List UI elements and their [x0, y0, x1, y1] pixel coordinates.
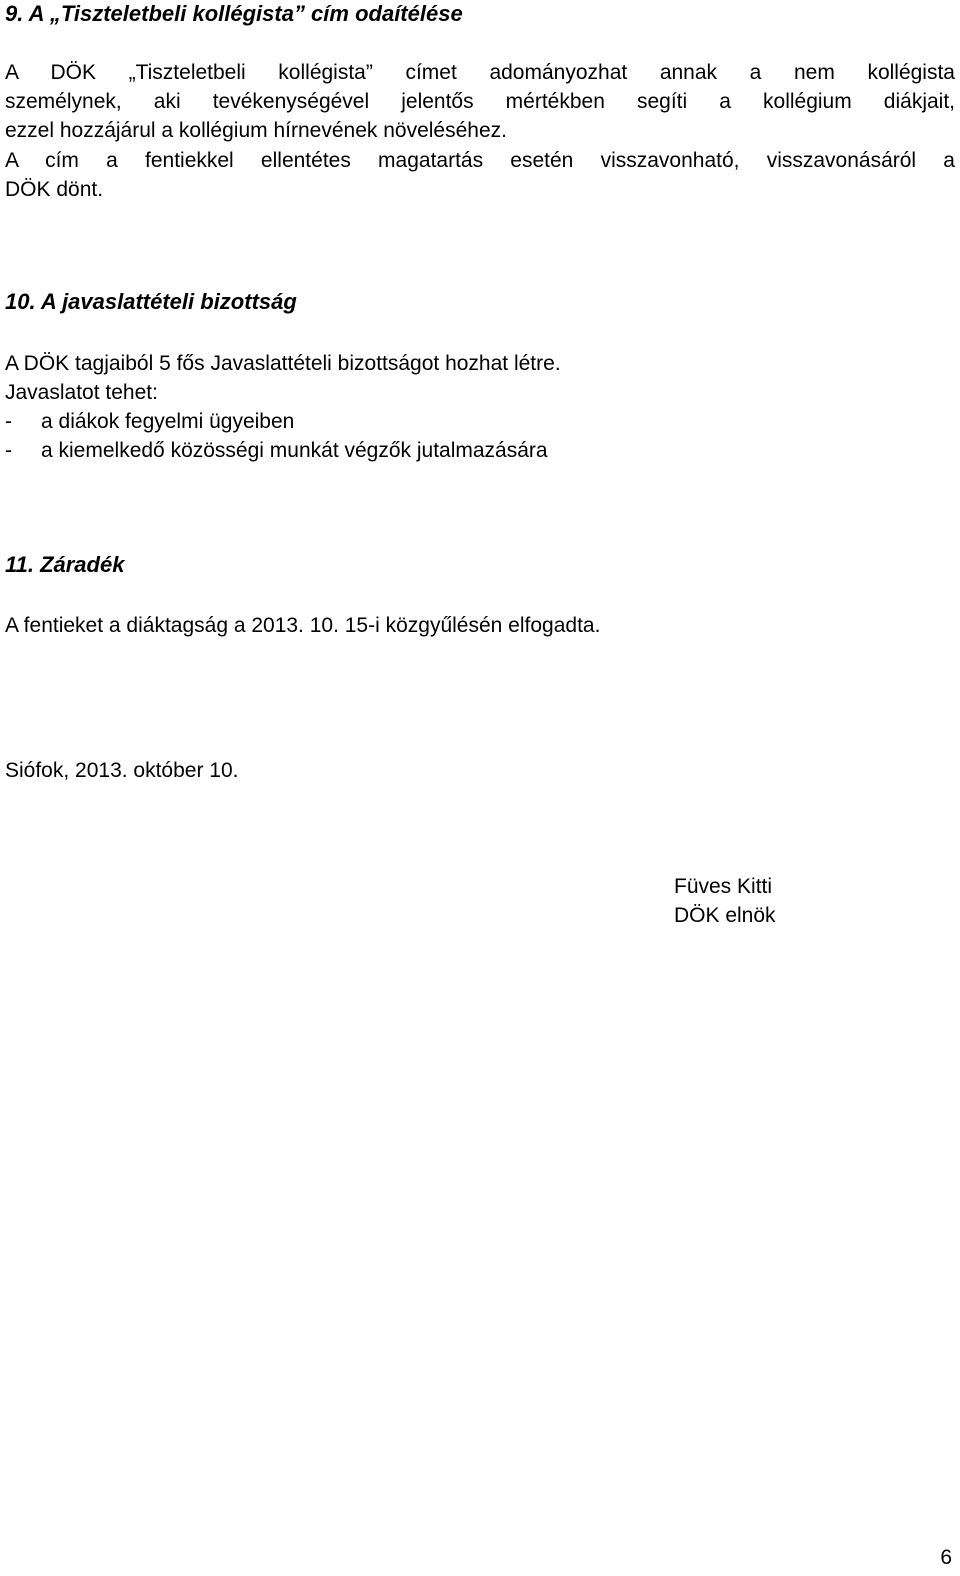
signature-name: Füves Kitti — [674, 875, 773, 898]
section-10-intro: A DÖK tagjaiból 5 fős Javaslattételi bizottságot hozhat létre. — [5, 352, 561, 375]
page-number: 6 — [940, 1546, 952, 1569]
place-and-date: Siófok, 2013. október 10. — [5, 759, 239, 782]
paragraph-line: DÖK dönt. — [5, 178, 104, 201]
list-item-text: a kiemelkedő közösségi munkát végzők jutalmazására — [41, 439, 548, 462]
section-11-text: A fentieket a diáktagság a 2013. 10. 15-i közgyűlésén elfogadta. — [5, 614, 601, 637]
section-9-paragraph-revocation — [5, 146, 955, 204]
section-11-title: 11. Záradék — [5, 552, 125, 577]
section-10-title: 10. A javaslattételi bizottság — [5, 289, 297, 314]
list-dash: - — [5, 410, 12, 433]
list-item — [5, 407, 548, 436]
signature-role: DÖK elnök — [674, 904, 776, 927]
proposal-list — [5, 407, 548, 465]
paragraph-line: A DÖK „Tiszteletbeli kollégista” címet adományozhat annak a nem kollégista — [5, 61, 955, 84]
section-9-title: 9. A „Tiszteletbeli kollégista” cím odaítélése — [5, 1, 463, 26]
list-dash: - — [5, 439, 12, 462]
list-item-text: a diákok fegyelmi ügyeiben — [41, 410, 295, 433]
section-10-lead: Javaslatot tehet: — [5, 381, 158, 404]
paragraph-line: A cím a fentiekkel ellentétes magatartás esetén visszavonható, visszavonásáról a — [5, 149, 955, 172]
paragraph-line: személynek, aki tevékenységével jelentős mértékben segíti a kollégium diákjait, — [5, 90, 955, 113]
paragraph-line: ezzel hozzájárul a kollégium hírnevének növeléséhez. — [5, 119, 507, 142]
list-item — [5, 436, 548, 465]
section-9-paragraph — [5, 58, 955, 145]
